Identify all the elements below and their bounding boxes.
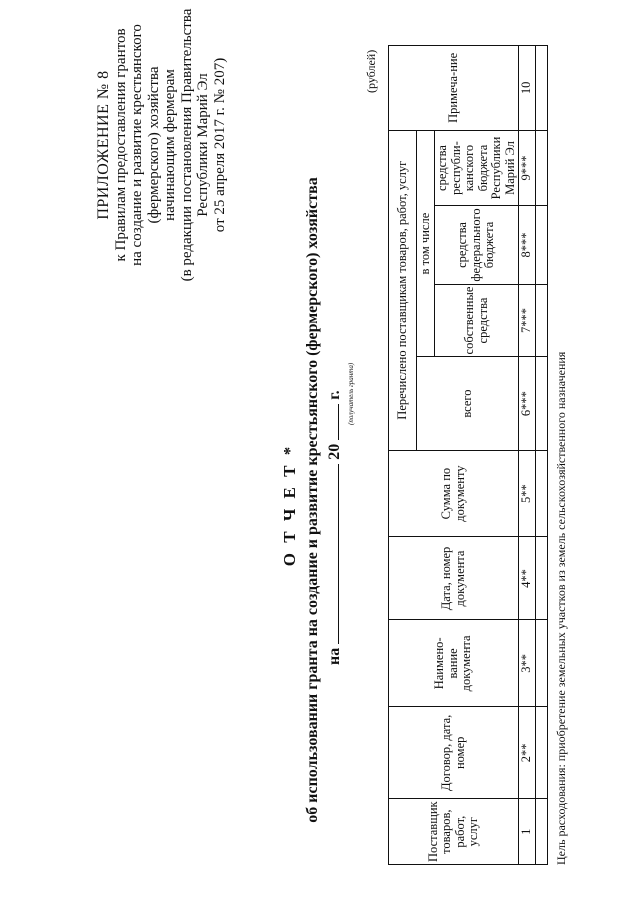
col-number: 7*** (519, 284, 536, 357)
recipient-hint: (получатель гранта) (347, 362, 355, 425)
col-number: 3** (519, 620, 536, 707)
appendix-line: (фермерского) хозяйства (145, 66, 162, 224)
empty-cell (535, 284, 547, 357)
empty-cell (535, 707, 547, 799)
col-number: 5** (519, 450, 536, 537)
unit-label: (рублей) (364, 49, 378, 93)
appendix-line: на создание и развитие крестьянского (129, 24, 145, 266)
col-number: 6*** (519, 357, 536, 450)
report-subtitle: об использовании гранта на создание и развитие крестьянского (фермерского) хозяйства (304, 177, 321, 823)
report-title: О Т Ч Е Т * (280, 443, 299, 567)
report-period-line (324, 305, 344, 665)
header-supplier: Поставщик товаров, работ, услуг (389, 799, 519, 865)
header-note: Примеча-ние (389, 46, 519, 131)
empty-cell (535, 206, 547, 284)
col-number: 1 (519, 799, 536, 865)
appendix-line: начинающим фермерам (162, 69, 178, 221)
col-number: 8*** (519, 206, 536, 284)
empty-cell (535, 450, 547, 537)
header-transferred: Перечислено поставщикам товаров, работ, услуг (389, 130, 417, 450)
header-federal: средства федерального бюджета (435, 206, 519, 284)
header-doc-sum: Сумма по документу (389, 450, 519, 537)
period-year-suffix: г. (326, 390, 343, 400)
empty-cell (535, 620, 547, 707)
appendix-line: (в редакции постановления Правительства (178, 8, 195, 282)
header-doc-name: Наимено-вание документа (389, 620, 519, 707)
recipient-blank (324, 464, 339, 644)
empty-cell (535, 799, 547, 865)
empty-cell (535, 357, 547, 450)
appendix-line: Республики Марий Эл (195, 73, 211, 217)
empty-cell (535, 130, 547, 206)
report-table (388, 45, 548, 865)
header-including: в том числе (417, 130, 435, 357)
appendix-block (96, 5, 228, 285)
period-na: на (326, 647, 343, 665)
empty-cell (535, 46, 547, 131)
appendix-title: ПРИЛОЖЕНИЕ № 8 (95, 70, 112, 220)
header-own: собственные средства (435, 284, 519, 357)
period-year-prefix: 20 (326, 443, 343, 460)
footnote: Цель расходования: приобретение земельных участков из земель сельскохозяйственного назначения (554, 351, 568, 865)
year-blank (324, 404, 339, 440)
empty-cell (535, 537, 547, 620)
appendix-line: к Правилам предоставления грантов (112, 28, 129, 262)
appendix-line: от 25 апреля 2017 г. № 207) (211, 57, 228, 233)
col-number: 4** (519, 537, 536, 620)
header-total: всего (417, 357, 519, 450)
header-republic: средства республи-канского бюджета Республики Марий Эл (435, 130, 519, 206)
col-number: 2** (519, 707, 536, 799)
col-number: 10 (519, 46, 536, 131)
header-contract: Договор, дата, номер (389, 707, 519, 799)
header-doc-date: Дата, номер документа (389, 537, 519, 620)
col-number: 9*** (519, 130, 536, 206)
